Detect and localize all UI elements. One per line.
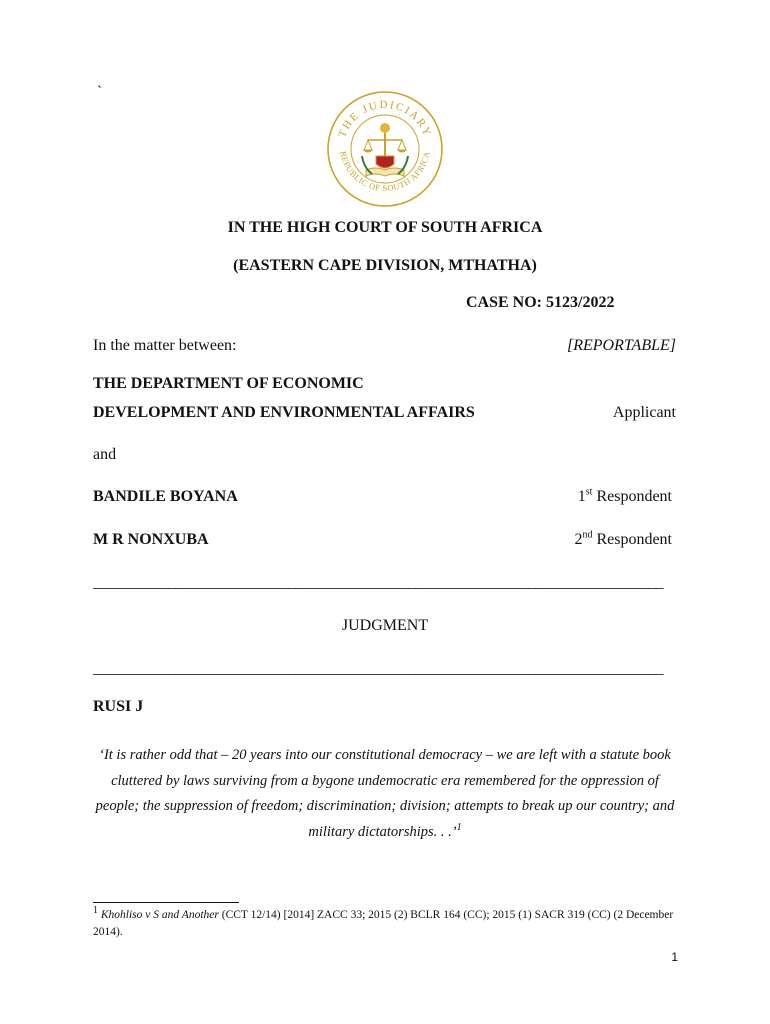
footnote-case-name: Khohliso v S and Another	[100, 909, 219, 921]
case-number: CASE NO: 5123/2022	[466, 294, 615, 311]
conjunction-and: and	[93, 446, 117, 463]
divider-bottom: ____________________________________________________________________________	[93, 660, 663, 677]
footnote	[93, 907, 683, 941]
respondent-2-ordinal-suffix: nd	[582, 529, 593, 541]
respondent-2-name: M R NONXUBA	[93, 531, 209, 548]
court-division: (EASTERN CAPE DIVISION, MTHATHA)	[233, 257, 537, 274]
respondent-2-role-label: Respondent	[596, 531, 672, 548]
page-number: 1	[671, 950, 678, 964]
quote-footnote-ref[interactable]: 1	[456, 821, 462, 833]
applicant-name-line2: DEVELOPMENT AND ENVIRONMENTAL AFFAIRS	[93, 404, 475, 421]
applicant-name-line1: THE DEPARTMENT OF ECONOMIC	[93, 375, 364, 392]
judiciary-seal-logo	[326, 90, 444, 208]
respondent-2-role	[574, 531, 672, 549]
applicant-role: Applicant	[612, 404, 676, 421]
matter-intro: In the matter between:	[93, 337, 237, 354]
footnote-citation: (CCT 12/14) [2014] ZACC 33; 2015 (2) BCLR 164 (CC); 2015 (1) SACR 319 (CC) (2 December 2014).	[93, 909, 674, 938]
court-title: IN THE HIGH COURT OF SOUTH AFRICA	[227, 219, 543, 236]
footnote-separator	[93, 902, 239, 903]
respondent-2-ordinal: 2	[574, 531, 583, 548]
reportable-label: [REPORTABLE]	[566, 337, 676, 354]
respondent-1-ordinal: 1	[577, 488, 586, 505]
judiciary-seal-icon	[326, 90, 444, 208]
footnote-number: 1	[93, 905, 98, 917]
respondent-1-role	[578, 488, 672, 506]
judge-name: RUSI J	[93, 698, 144, 715]
opening-quote	[92, 743, 678, 845]
quote-text: ‘It is rather odd that – 20 years into our constitutional democracy – we are left with a statute book cluttered by laws surviving from a bygone undemocratic era remembered for the oppression of people; the suppression of freedom; discrimination; division; attempts to break up our country; and military dictatorships. . .’	[95, 747, 675, 840]
stray-mark: `	[97, 84, 102, 100]
svg-text:REPUBLIC OF SOUTH AFRICA: REPUBLIC OF SOUTH AFRICA	[338, 150, 432, 194]
svg-text:THE JUDICIARY: THE JUDICIARY	[336, 98, 434, 140]
judgment-title: JUDGMENT	[341, 617, 429, 634]
divider-top: ____________________________________________________________________________	[93, 574, 663, 591]
respondent-1-role-label: Respondent	[596, 488, 672, 505]
respondent-1-name: BANDILE BOYANA	[93, 488, 238, 505]
respondent-1-ordinal-suffix: st	[585, 486, 593, 498]
